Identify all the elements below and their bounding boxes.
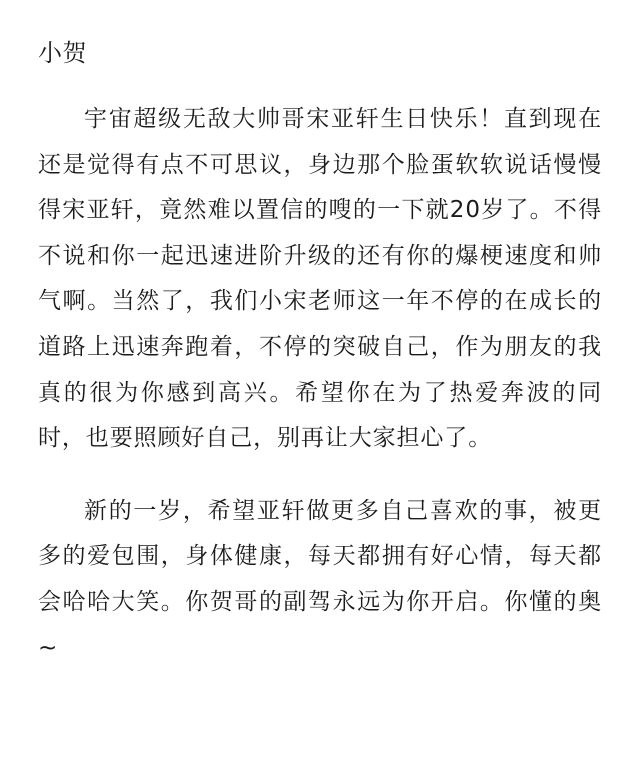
letter-paragraph-1: 宇宙超级无敌大帅哥宋亚轩生日快乐！直到现在还是觉得有点不可思议，身边那个脸蛋软软说话慢慢得宋亚轩，竟然难以置信的嗖的一下就20岁了。不得不说和你一起迅速进阶升级的还有你的爆梗速度和帅气啊。当然了，我们小宋老师这一年不停的在成长的道路上迅速奔跑着，不停的突破自己，作为朋友的我真的很为你感到高兴。希望你在为了热爱奔波的同时，也要照顾好自己，别再让大家担心了。 [38, 106, 602, 452]
letter-salutation: 小贺 [38, 39, 87, 67]
letter-paragraph-2: 新的一岁，希望亚轩做更多自己喜欢的事，被更多的爱包围，身体健康，每天都拥有好心情，每天都会哈哈大笑。你贺哥的副驾永远为你开启。你懂的奥~ [38, 497, 602, 661]
